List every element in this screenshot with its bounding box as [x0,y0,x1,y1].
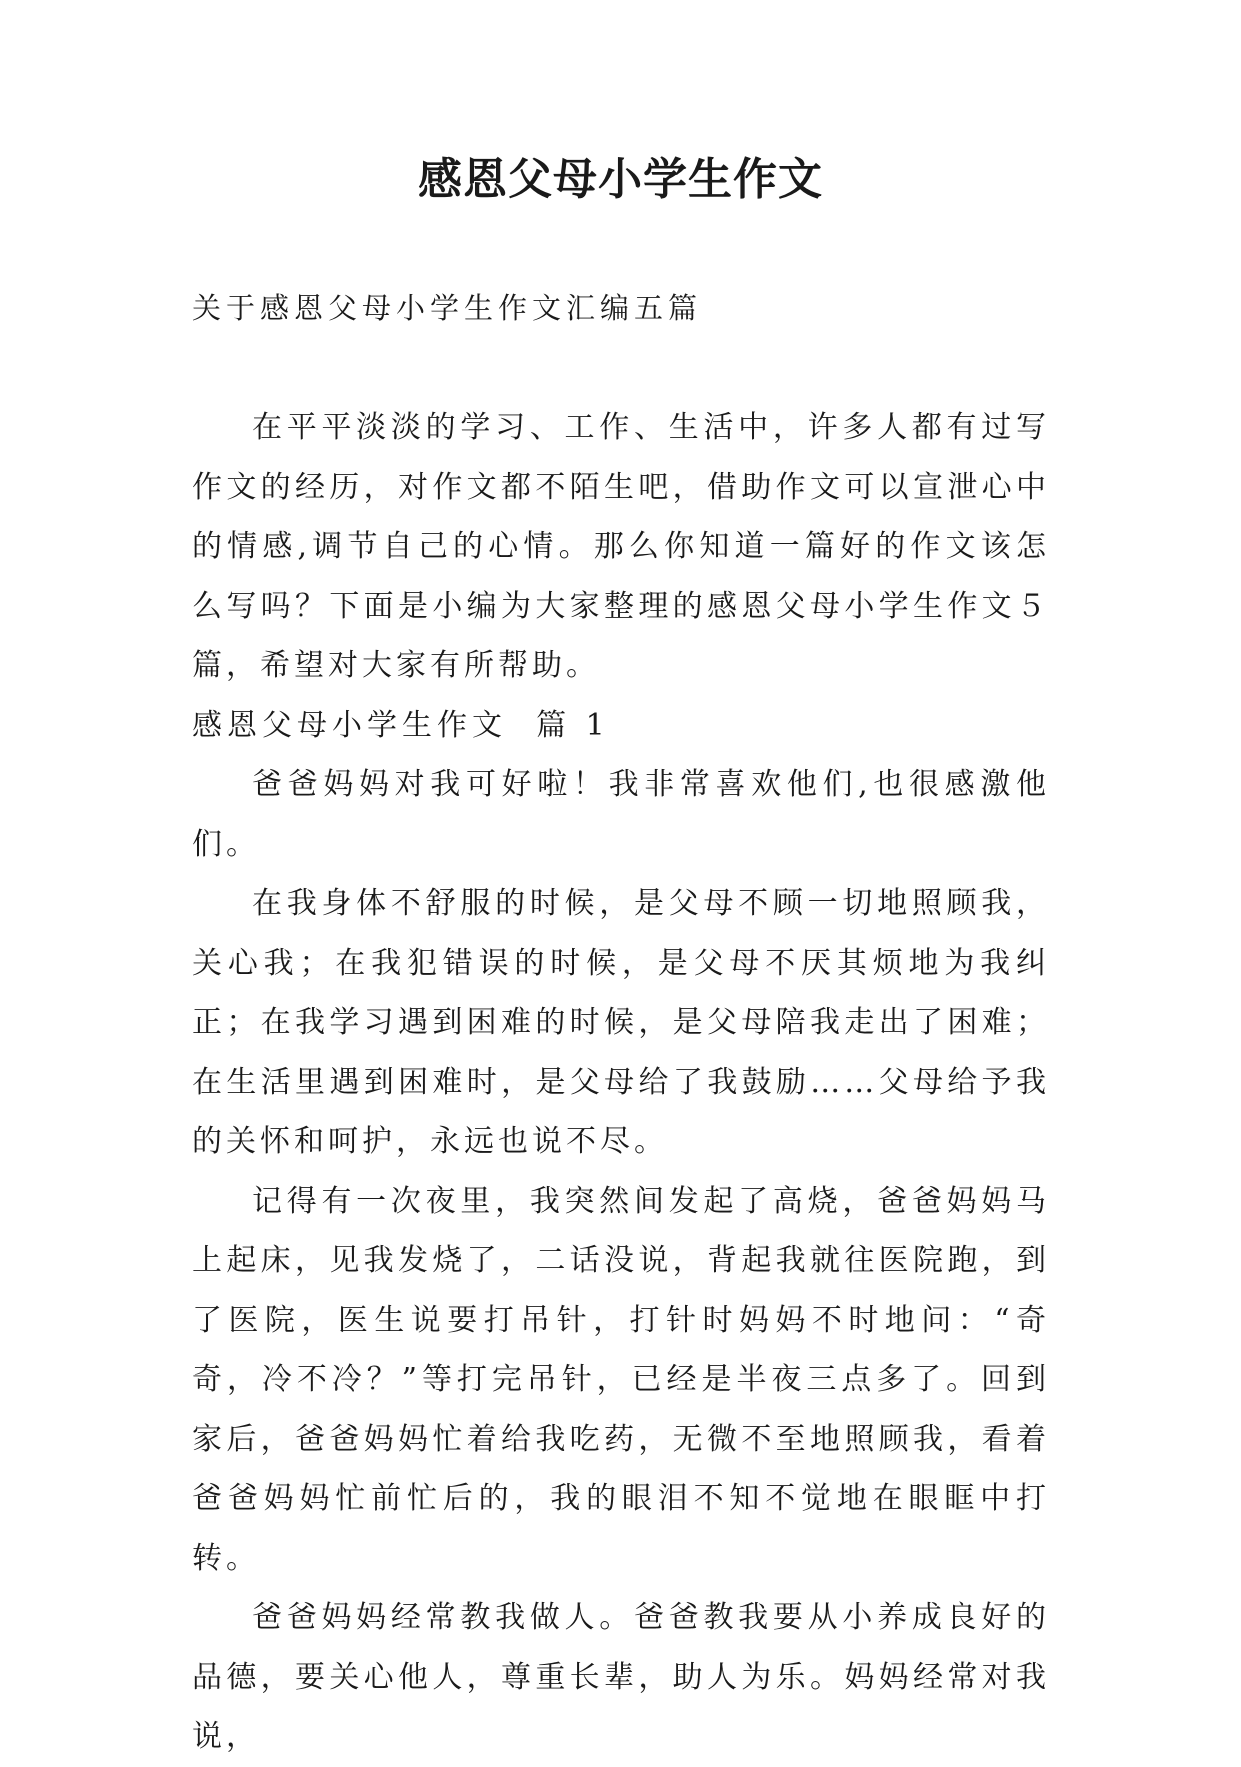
document-title: 感恩父母小学生作文 [418,154,823,205]
body-paragraph: 记得有一次夜里，我突然间发起了高烧，爸爸妈妈马上起床，见我发烧了，二话没说，背起我就往医院跑，到了医院，医生说要打吊针，打针时妈妈不时地问：“奇奇，冷不冷？”等打完吊针，已经是半夜三点多了。回到家后，爸爸妈妈忙着给我吃药，无微不至地照顾我，看着爸爸妈妈忙前忙后的，我的眼泪不知不觉地在眼眶中打转。 [192,1183,1050,1576]
intro-paragraph: 在平平淡淡的学习、工作、生活中，许多人都有过写作文的经历，对作文都不陌生吧，借助作文可以宣泄心中的情感,调节自己的心情。那么你知道一篇好的作文该怎么写吗？下面是小编为大家整理的感恩父母小学生作文５篇，希望对大家有所帮助。 [192,410,1050,683]
document-body [192,398,1050,1767]
body-paragraph: 在我身体不舒服的时候，是父母不顾一切地照顾我，关心我；在我犯错误的时候，是父母不厌其烦地为我纠正；在我学习遇到困难的时候，是父母陪我走出了困难；在生活里遇到困难时，是父母给了我鼓励……父母给予我的关怀和呵护，永远也说不尽。 [192,886,1050,1159]
body-paragraph: 爸爸妈妈对我可好啦！我非常喜欢他们,也很感激他们。 [192,767,1050,862]
body-paragraph: 爸爸妈妈经常教我做人。爸爸教我要从小养成良好的品德，要关心他人，尊重长辈，助人为乐。妈妈经常对我说， [192,1600,1050,1754]
section-heading: 感恩父母小学生作文 篇 1 [192,707,610,743]
document-subtitle: 关于感恩父母小学生作文汇编五篇 [192,291,703,325]
